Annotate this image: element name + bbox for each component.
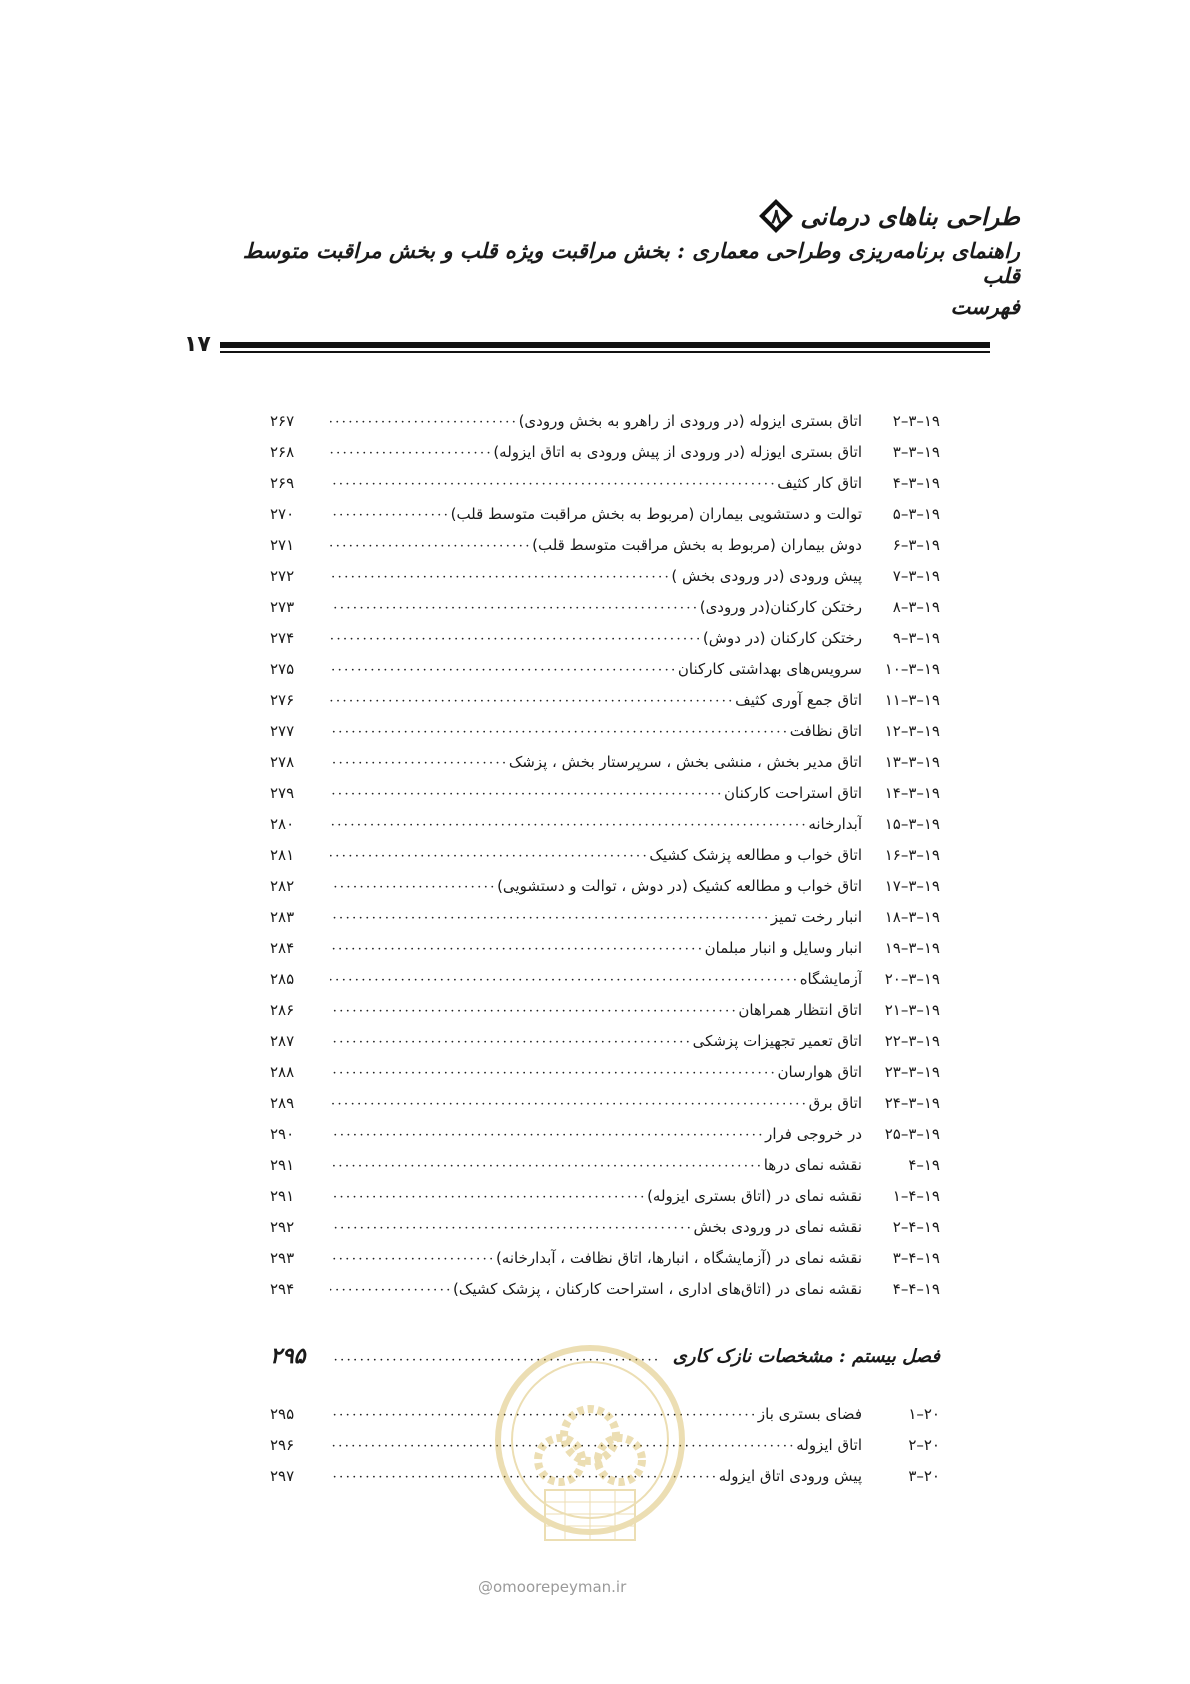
entry-number: ۱۹–۴ [908, 1155, 940, 1174]
entry-title: سرویس‌های بهداشتی کارکنان [677, 659, 862, 678]
toc-entry [270, 498, 940, 529]
watermark-text: @omoorepeyman.ir [478, 1578, 627, 1596]
entry-title-wrap [330, 1156, 862, 1174]
entry-number: ۲۰–۲ [908, 1435, 940, 1454]
entry-title: رختکن کارکنان(درِ ورودی) [699, 597, 862, 616]
entry-title-wrap [330, 629, 862, 647]
toc-entry [270, 1180, 940, 1211]
toc-entry [270, 560, 940, 591]
entry-title: توالت و دستشویی بیماران (مربوط به بخش مراقبت متوسط قلب) [450, 504, 862, 523]
entry-title: اتاق کار کثیف [777, 473, 862, 492]
toc-entry [270, 1242, 940, 1273]
entry-number: ۱۹–۴–۱ [892, 1186, 940, 1205]
entry-number: ۱۹–۳–۱۶ [884, 845, 940, 864]
entry-title-wrap [330, 1125, 862, 1143]
series-title-line [200, 198, 1020, 234]
entry-title: اتاق جمع آوری کثیف [735, 690, 862, 709]
entry-number: ۱۹–۴–۴ [892, 1279, 940, 1298]
entry-page: ۲۷۸ [270, 752, 295, 771]
entry-number: ۱۹–۳–۹ [892, 628, 940, 647]
entry-number: ۱۹–۳–۵ [892, 504, 940, 523]
entry-title: انبار رخت تمیز [770, 907, 862, 926]
entry-title: اتاق استراحت کارکنان [723, 783, 862, 802]
toc-entry [270, 963, 940, 994]
toc-entry [270, 777, 940, 808]
entry-title: رختکن کارکنان (درِ دوش) [702, 628, 862, 647]
leader-dots [330, 1250, 496, 1265]
leader-dots [330, 1157, 764, 1172]
leader-dots [330, 630, 703, 645]
toc-entry [270, 901, 940, 932]
entry-page: ۲۸۳ [270, 907, 295, 926]
entry-number: ۱۹–۳–۲۲ [884, 1031, 940, 1050]
entry-title-wrap [330, 567, 862, 585]
entry-page: ۲۷۳ [270, 597, 295, 616]
entry-title-wrap [330, 970, 862, 988]
entry-title-wrap [330, 1187, 862, 1205]
entry-number: ۱۹–۳–۱۷ [884, 876, 940, 895]
page-header [200, 198, 1020, 319]
entry-title: انبار وسایل و انبار مبلمان [704, 938, 862, 957]
entry-page: ۲۹۳ [270, 1248, 295, 1267]
toc-entry [270, 715, 940, 746]
entry-page: ۲۶۹ [270, 473, 295, 492]
entry-page: ۲۹۰ [270, 1124, 295, 1143]
toc-entry [270, 1149, 940, 1180]
leader-dots [330, 1219, 694, 1234]
entry-number: ۱۹–۳–۴ [892, 473, 940, 492]
entry-page: ۲۸۷ [270, 1031, 295, 1050]
entry-number: ۱۹–۳–۲۴ [884, 1093, 940, 1112]
entry-number: ۱۹–۳–۱۸ [884, 907, 940, 926]
entry-number: ۱۹–۴–۳ [892, 1248, 940, 1267]
entry-title-wrap [330, 1218, 862, 1236]
series-title: طراحی بناهای درمانی [800, 201, 1020, 231]
entry-title-wrap [330, 1249, 862, 1267]
entry-number: ۱۹–۳–۲۱ [884, 1000, 940, 1019]
entry-title: اتاق هوارسان [777, 1062, 862, 1081]
entry-title-wrap [330, 1032, 862, 1050]
entry-page: ۲۹۲ [270, 1217, 295, 1236]
series-number: ۸ [770, 204, 782, 228]
entry-title-wrap [330, 877, 862, 895]
entry-title-wrap [330, 474, 862, 492]
entry-title-wrap [330, 505, 862, 523]
entry-title: اتاق برق [808, 1093, 862, 1112]
toc-entry [270, 1273, 940, 1304]
leader-dots [330, 1064, 777, 1079]
toc-entry [270, 746, 940, 777]
entry-title-wrap [330, 908, 862, 926]
leader-dots [330, 475, 777, 490]
entry-title: اتاق بستری ایوزله (درِ ورودی از پیش ورودی به اتاق ایزوله) [493, 442, 862, 461]
toc-entry [270, 684, 940, 715]
entry-title: دوش بیماران (مربوط به بخش مراقبت متوسط قلب) [532, 535, 862, 554]
entry-number: ۱۹–۳–۱۳ [884, 752, 940, 771]
leader-dots [330, 599, 700, 614]
entry-title-wrap [330, 536, 862, 554]
chapter-title: فصل بیستم : مشخصات نازک کاری [672, 1345, 940, 1367]
entry-title: آزمایشگاه [799, 969, 862, 988]
entry-title: نقشه نمای درِ ورودی بخش [693, 1217, 862, 1236]
toc-entry [270, 839, 940, 870]
entry-number: ۲۰–۳ [908, 1466, 940, 1485]
leader-dots [330, 847, 649, 862]
entry-title-wrap [330, 722, 862, 740]
entry-title: نقشه نمای در (اتاق بستری ایزوله) [647, 1186, 862, 1205]
toc-entry [270, 870, 940, 901]
entry-number: ۱۹–۳–۱۴ [884, 783, 940, 802]
entry-page: ۲۷۵ [270, 659, 295, 678]
entry-title: اتاق خواب و مطالعه پزشک کشیک [649, 845, 862, 864]
toc-entry [270, 994, 940, 1025]
leader-dots [330, 1281, 453, 1296]
entry-page: ۲۹۷ [270, 1466, 295, 1485]
entry-title: اتاق انتظار همراهان [738, 1000, 862, 1019]
entry-number: ۱۹–۳–۳ [892, 442, 940, 461]
entry-page: ۲۷۹ [270, 783, 295, 802]
leader-dots [330, 1095, 809, 1110]
entry-page: ۲۷۱ [270, 535, 295, 554]
entry-title: نقشه نمای در (آزمایشگاه ، انبارها، اتاق نظافت ، آبدارخانه) [495, 1248, 862, 1267]
entry-page: ۲۸۵ [270, 969, 295, 988]
watermark-logo-icon [490, 1340, 690, 1570]
entry-page: ۲۸۶ [270, 1000, 295, 1019]
entry-title: پیش ورودی (درِ ورودی بخش ) [671, 566, 862, 585]
diamond-number-icon [758, 198, 794, 234]
toc-entry [270, 405, 940, 436]
entry-title-wrap [330, 846, 862, 864]
entry-title: اتاق نظافت [789, 721, 862, 740]
entry-title-wrap [330, 412, 862, 430]
entry-title-wrap [330, 1001, 862, 1019]
toc-entry [270, 653, 940, 684]
toc-entry [270, 1087, 940, 1118]
entry-title-wrap [330, 939, 862, 957]
leader-dots [330, 537, 532, 552]
entry-title-wrap [330, 1063, 862, 1081]
entry-number: ۱۹–۳–۱۹ [884, 938, 940, 957]
entry-title-wrap [330, 815, 862, 833]
entry-page: ۲۹۴ [270, 1279, 295, 1298]
entry-number: ۱۹–۳–۲۳ [884, 1062, 940, 1081]
leader-dots [330, 816, 808, 831]
leader-dots [330, 413, 519, 428]
entry-title: اتاق خواب و مطالعه کشیک (درِ دوش ، توالت و دستشویی) [497, 876, 862, 895]
page-number: ۱۷ [184, 332, 211, 357]
leader-dots [330, 568, 671, 583]
entry-page: ۲۸۴ [270, 938, 295, 957]
leader-dots [330, 940, 705, 955]
entry-page: ۲۹۱ [270, 1155, 295, 1174]
entry-page: ۲۸۱ [270, 845, 295, 864]
entry-title-wrap [330, 1280, 862, 1298]
entry-page: ۲۷۰ [270, 504, 295, 523]
entry-page: ۲۸۸ [270, 1062, 295, 1081]
entry-page: ۲۷۷ [270, 721, 295, 740]
entry-title: آبدارخانه [808, 814, 862, 833]
leader-dots [330, 1002, 738, 1017]
entry-title: اتاق ایزوله [796, 1435, 862, 1454]
entry-title-wrap [330, 784, 862, 802]
entry-page: ۲۶۸ [270, 442, 295, 461]
entry-page: ۲۸۰ [270, 814, 295, 833]
leader-dots [330, 878, 497, 893]
entry-title: پیش ورودی اتاق ایزوله [718, 1466, 862, 1485]
entry-page: ۲۸۲ [270, 876, 295, 895]
entry-title-wrap [330, 753, 862, 771]
entry-number: ۱۹–۳–۷ [892, 566, 940, 585]
entry-page: ۲۷۲ [270, 566, 295, 585]
toc-entry [270, 1056, 940, 1087]
leader-dots [330, 971, 800, 986]
leader-dots [330, 1033, 693, 1048]
entry-title-wrap [330, 1094, 862, 1112]
toc-entry [270, 1118, 940, 1149]
leader-dots [330, 1126, 765, 1141]
entry-title: فضای بستری باز [757, 1404, 862, 1423]
toc-entry [270, 591, 940, 622]
header-rule-thin [220, 351, 990, 353]
leader-dots [330, 506, 451, 521]
entry-number: ۱۹–۳–۲۵ [884, 1124, 940, 1143]
toc-list [270, 405, 940, 1304]
toc-entry [270, 622, 940, 653]
entry-number: ۱۹–۳–۶ [892, 535, 940, 554]
entry-number: ۱۹–۳–۱۱ [884, 690, 940, 709]
entry-page: ۲۹۱ [270, 1186, 295, 1205]
entry-page: ۲۶۷ [270, 411, 295, 430]
entry-number: ۲۰–۱ [908, 1404, 940, 1423]
toc-entry [270, 467, 940, 498]
toc-entry [270, 1025, 940, 1056]
entry-number: ۱۹–۳–۲ [892, 411, 940, 430]
entry-number: ۱۹–۳–۸ [892, 597, 940, 616]
leader-dots [330, 692, 735, 707]
entry-number: ۱۹–۳–۱۲ [884, 721, 940, 740]
entry-title-wrap [330, 598, 862, 616]
entry-title: اتاق مدیر بخش ، منشی بخش ، سرپرستار بخش ، پزشک [508, 752, 862, 771]
leader-dots [330, 661, 678, 676]
section-title: فهرست [950, 294, 1020, 319]
entry-title-wrap [330, 443, 862, 461]
entry-title: نقشه نمای در (اتاق‌های اداری ، استراحت کارکنان ، پزشک کشیک) [453, 1279, 862, 1298]
entry-title: اتاق بستری ایزوله (درِ ورودی از راهرو به بخش ورودی) [518, 411, 862, 430]
entry-title: اتاق تعمیر تجهیزات پزشکی [692, 1031, 862, 1050]
entry-title: درِ خروجی فرار [765, 1124, 862, 1143]
book-title: راهنمای برنامه‌ریزی وطراحی معماری : بخش مراقبت ویژه قلب و بخش مراقبت متوسط قلب [242, 238, 1020, 288]
entry-number: ۱۹–۴–۲ [892, 1217, 940, 1236]
leader-dots [330, 754, 509, 769]
leader-dots [330, 723, 790, 738]
leader-dots [330, 444, 493, 459]
chapter-page: ۲۹۵ [270, 1343, 306, 1369]
toc-entry [270, 1211, 940, 1242]
entry-number: ۱۹–۳–۲۰ [884, 969, 940, 988]
entry-page: ۲۹۵ [270, 1404, 295, 1423]
leader-dots [330, 909, 771, 924]
header-rule-thick [220, 342, 990, 348]
entry-page: ۲۷۴ [270, 628, 295, 647]
toc-entry [270, 529, 940, 560]
entry-title-wrap [330, 691, 862, 709]
toc-entry [270, 932, 940, 963]
entry-title-wrap [330, 660, 862, 678]
entry-page: ۲۸۹ [270, 1093, 295, 1112]
toc-entry [270, 436, 940, 467]
entry-number: ۱۹–۳–۱۰ [884, 659, 940, 678]
toc-entry [270, 808, 940, 839]
leader-dots [330, 785, 724, 800]
entry-number: ۱۹–۳–۱۵ [884, 814, 940, 833]
entry-title: نقشه نمای درها [763, 1155, 862, 1174]
entry-page: ۲۹۶ [270, 1435, 295, 1454]
entry-page: ۲۷۶ [270, 690, 295, 709]
leader-dots [330, 1188, 647, 1203]
